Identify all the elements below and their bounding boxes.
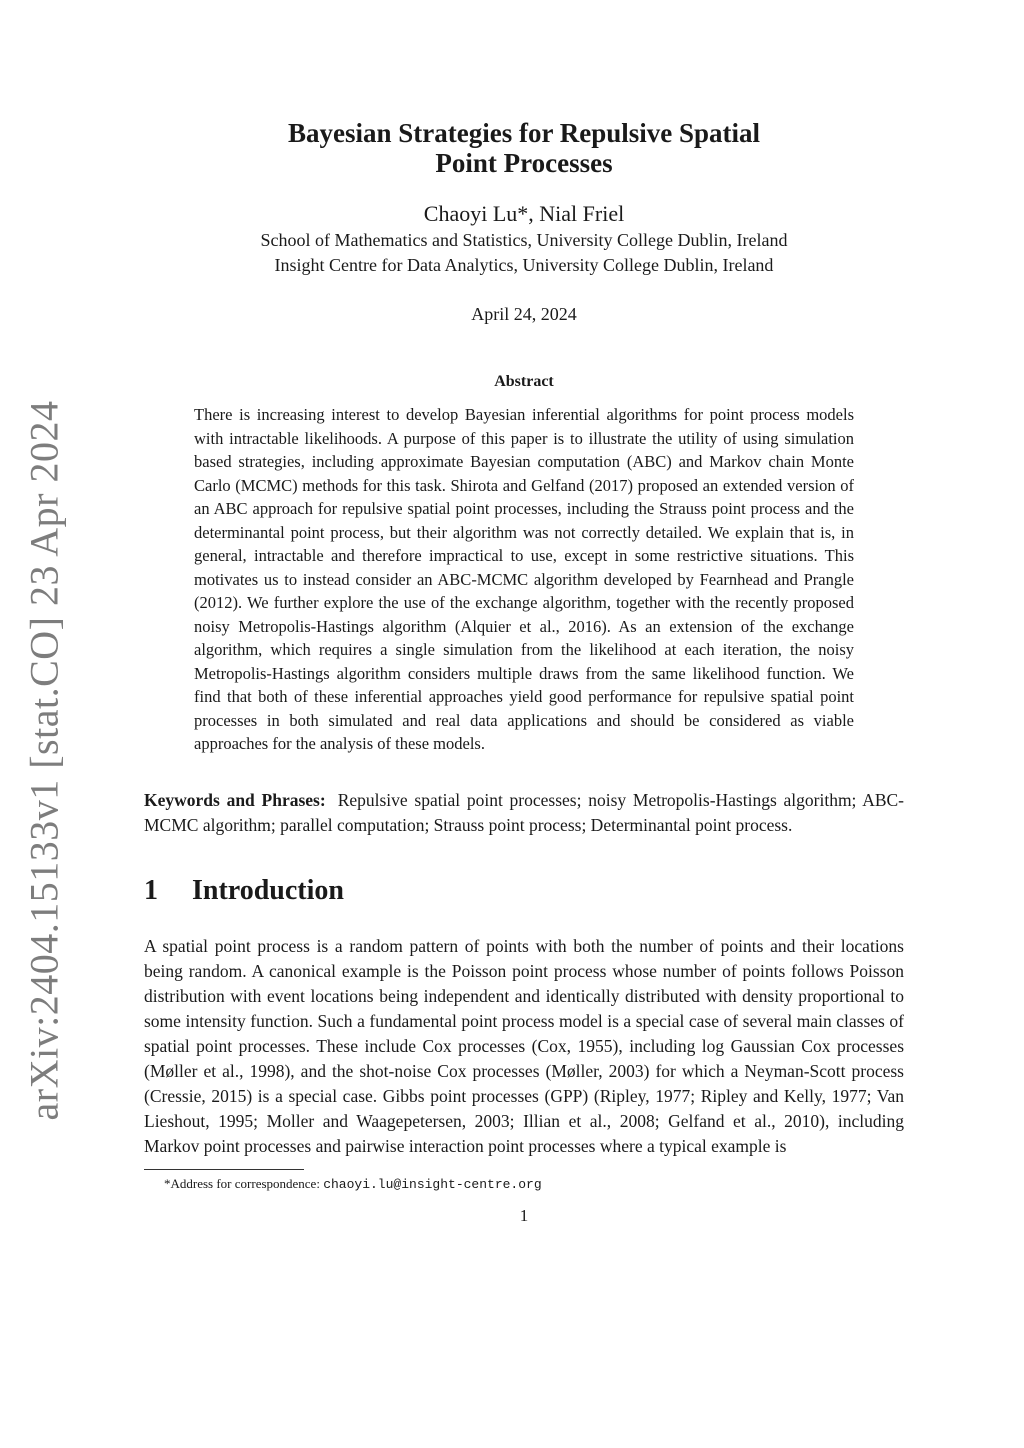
section-heading-introduction (144, 874, 904, 908)
footnote (144, 1175, 904, 1194)
paper-title (144, 118, 904, 178)
keywords-label: Keywords and Phrases: (144, 789, 326, 810)
footnote-label: *Address for correspondence: (164, 1175, 320, 1191)
title-line-1: Bayesian Strategies for Repulsive Spatial (288, 118, 760, 148)
arxiv-stamp (20, 400, 68, 1120)
affiliation-2: Insight Centre for Data Analytics, University College Dublin, Ireland (274, 255, 774, 275)
intro-paragraph: A spatial point process is a random pattern of points with both the number of points and their locations being random. A canonical example is the Poisson point process whose number of points follows Poisson distribution with event locations being independent and identically distributed with density proportional to some intensity function. Such a fundamental point process model is a special case of several main classes of spatial point processes. These include Cox processes (Cox, 1955), including log Gaussian Cox processes (Møller et al., 1998), and the shot-noise Cox processes (Møller, 2003) for which a Neyman-Scott process (Cressie, 2015) is a special case. Gibbs point processes (GPP) (Ripley, 1977; Ripley and Kelly, 1977; Van Lieshout, 1995; Moller and Waagepetersen, 2003; Illian et al., 2008; Gelfand et al., 2010), including Markov point processes and pairwise interaction point processes where a typical example is (144, 935, 904, 1156)
keywords (144, 788, 904, 838)
paper-page (144, 0, 904, 1226)
section-title: Introduction (192, 874, 344, 906)
abstract-body: There is increasing interest to develop Bayesian inferential algorithms for point process models with intractable likelihoods. A purpose of this paper is to illustrate the utility of using simulation based strategies, including approximate Bayesian computation (ABC) and Markov chain Monte Carlo (MCMC) methods for this task. Shirota and Gelfand (2017) proposed an extended version of an ABC approach for repulsive spatial point processes, including the Strauss point process and the determinantal point process, but their algorithm was not correctly detailed. We explain that is, in general, intractable and therefore impractical to use, except in some restrictive situations. This motivates us to instead consider an ABC-MCMC algorithm developed by Fearnhead and Prangle (2012). We further explore the use of the exchange algorithm, together with the recently proposed noisy Metropolis-Hastings algorithm (Alquier et al., 2016). As an extension of the exchange algorithm, which requires a single simulation from the likelihood at each iteration, the noisy Metropolis-Hastings algorithm considers multiple draws from the same likelihood function. We find that both of these inferential approaches yield good performance for repulsive spatial point processes in both simulated and real data applications and should be considered as viable approaches for the analysis of these models. (194, 405, 854, 753)
footnote-email[interactable]: chaoyi.lu@insight-centre.org (323, 1176, 542, 1192)
publication-date: April 24, 2024 (471, 304, 577, 324)
arxiv-identifier: arXiv:2404.15133v1 [stat.CO] 23 Apr 2024 (21, 400, 67, 1120)
abstract-heading: Abstract (494, 373, 554, 390)
author-list: Chaoyi Lu*, Nial Friel (423, 201, 625, 226)
affiliation-1: School of Mathematics and Statistics, University College Dublin, Ireland (260, 230, 788, 250)
footnote-divider (144, 1169, 304, 1170)
section-number: 1 (144, 874, 158, 906)
keywords-text: Repulsive spatial point processes; noisy Metropolis-Hastings algorithm; ABC-MCMC algorithm; parallel computation; Strauss point process; Determinantal point process. (144, 789, 904, 835)
title-line-2: Point Processes (435, 148, 613, 178)
page-number: 1 (519, 1205, 529, 1225)
